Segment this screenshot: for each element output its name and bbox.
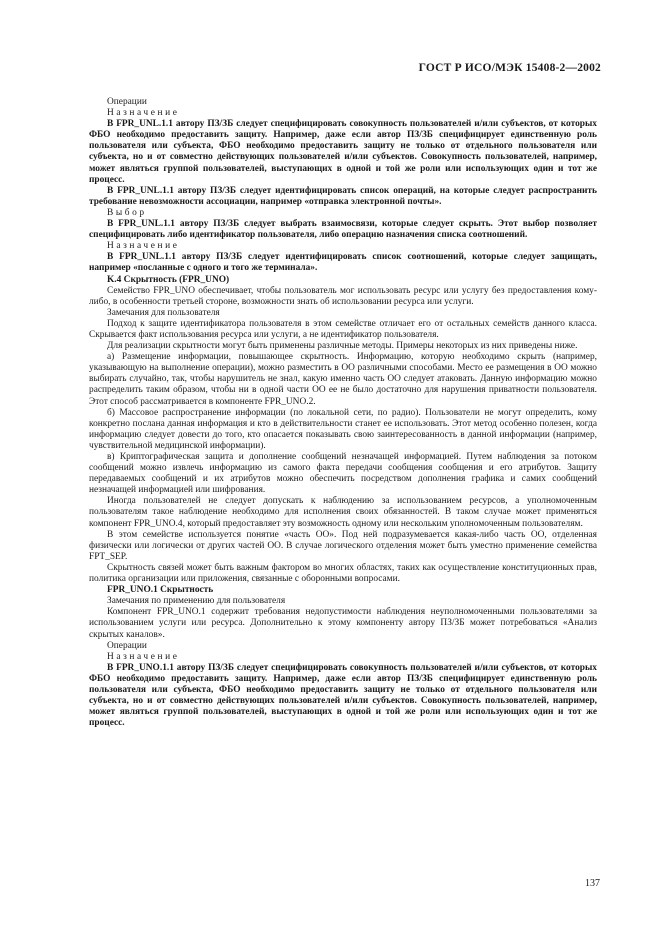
paragraph: Для реализации скрытности могут быть применены различные методы. Примеры некоторых из них приведены ниже.	[107, 341, 578, 352]
paragraph: Назначение	[107, 108, 180, 119]
paragraph: Назначение	[107, 241, 180, 252]
paragraph: Семейство FPR_UNO обеспечивает, чтобы пользователь мог использовать ресурс или услугу без предоставления кому-либо, в особенности третьей стороне, возможности знать об использовании ресурса или услуги.	[89, 285, 597, 307]
paragraph: Назначение	[107, 651, 180, 662]
paragraph: Выбор	[107, 207, 147, 218]
paragraph: Замечания по применению для пользователя	[107, 596, 286, 607]
body-text	[89, 97, 597, 729]
paragraph: Компонент FPR_UNO.1 содержит требования недопустимости наблюдения неуполномоченными пользователями за использованием услуги или ресурса. Дополнительно к этому компоненту автору ПЗ/ЗБ может потребоваться «Анализ скрытых каналов».	[89, 607, 597, 640]
paragraph: K.4 Скрытность (FPR_UNO)	[107, 274, 230, 285]
paragraph: FPR_UNO.1 Скрытность	[107, 585, 214, 596]
paragraph: а) Размещение информации, повышающее скрытность. Информацию, которую необходимо скрыть (например, указывающую на выполнение операции), можно разместить в ОО различными способами. Место ее размещения в ОО можно выбирать случайно, так, чтобы нарушитель не знал, какую именно часть ОО следует атаковать. Данную информацию можно распределить таким образом, чтобы ни в одной части ОО ее не было достаточно для нарушения приватности пользователя. Этот способ рассматривается в компоненте FPR_UNO.2.	[89, 352, 597, 407]
paragraph: В FPR_UNO.1.1 автору ПЗ/ЗБ следует специфицировать совокупность пользователей и/или субъектов, от которых ФБО необходимо предоставить защиту. Например, даже если автор ПЗ/ЗБ специфицирует единственную роль пользователя или субъекта, ФБО необходимо предоставить защиту не только от отдельного пользователя или субъекта, но и от совместно действующих пользователей и/или субъектов. Совокупность пользователей, например, может являться группой пользователей, выступающих в одной и той же роли или использующих один и тот же процесс.	[89, 662, 597, 729]
paragraph: б) Массовое распространение информации (по локальной сети, по радио). Пользователи не могут определить, кому конкретно послана данная информация и кто в действительности станет ее использовать. Этот метод особенно полезен, когда информацию следует довести до того, кто опасается показывать свою заинтересованность в данной информации (например, чувствительной медицинской информации).	[89, 407, 597, 451]
paragraph: Скрытность связей может быть важным фактором во многих областях, таких как осуществление конституционных прав, политика организации или приложения, связанные с оборонными вопросами.	[89, 562, 597, 585]
paragraph: Операции	[107, 640, 147, 651]
paragraph: В этом семействе используется понятие «часть ОО». Под ней подразумевается какая-либо часть ОО, отделенная физически или логически от других частей ОО. В случае логического отделения может быть уместно применение семейства FPT_SEP.	[89, 529, 597, 562]
page-number: 137	[585, 878, 600, 889]
paragraph: Замечания для пользователя	[107, 307, 220, 318]
paragraph: В FPR_UNL.1.1 автору ПЗ/ЗБ следует идентифицировать список операций, на которые следует распространить требование невозможности ассоциации, например «отправка электронной почты».	[89, 185, 597, 207]
paragraph: Операции	[107, 97, 147, 107]
paragraph: Иногда пользователей не следует допускать к наблюдению за использованием ресурсов, а уполномоченным пользователям такое наблюдение необходимо для исполнения своих обязанностей. В таком случае может применяться компонент FPR_UNO.4, который предоставляет эту возможность одному или нескольким уполномоченным пользователям.	[89, 496, 597, 529]
paragraph: В FPR_UNL.1.1 автору ПЗ/ЗБ следует идентифицировать список соотношений, которые следует защищать, например «посланные с одного и того же терминала».	[89, 252, 597, 274]
paragraph: Подход к защите идентификатора пользователя в этом семействе отличает его от остальных семейств данного класса. Скрывается факт использования ресурса или услуги, а не идентификатор пользователя.	[89, 318, 597, 340]
paragraph: В FPR_UNL.1.1 автору ПЗ/ЗБ следует выбрать взаимосвязи, которые следует скрыть. Этот выбор позволяет специфицировать либо идентификатор пользователя, либо операцию назначения списка соотношений.	[89, 219, 597, 241]
paragraph: в) Криптографическая защита и дополнение сообщений незначащей информацией. Путем наблюдения за потоком сообщений можно извлечь информацию из самого факта передачи сообщения сообщения и его атрибутов. Защиту передаваемых сообщений и их атрибутов можно обеспечить посредством дополнения графика и самих сообщений незначащей информацией или шифрования.	[89, 452, 597, 496]
standard-header: ГОСТ Р ИСО/МЭК 15408-2—2002	[418, 62, 601, 74]
paragraph: В FPR_UNL.1.1 автору ПЗ/ЗБ следует специфицировать совокупность пользователей и/или субъектов, от которых ФБО необходимо предоставить защиту. Например, даже если автор ПЗ/ЗБ специфицирует единственную роль пользователя или субъекта, ФБО необходимо предоставить защиту не только от отдельного пользователя или субъекта, но и от совместно действующих пользователей и/или субъектов. Совокупность пользователей, например, может являться группой пользователей, выступающих в одной и той же роли или использующих один и тот же процесс.	[89, 119, 597, 185]
